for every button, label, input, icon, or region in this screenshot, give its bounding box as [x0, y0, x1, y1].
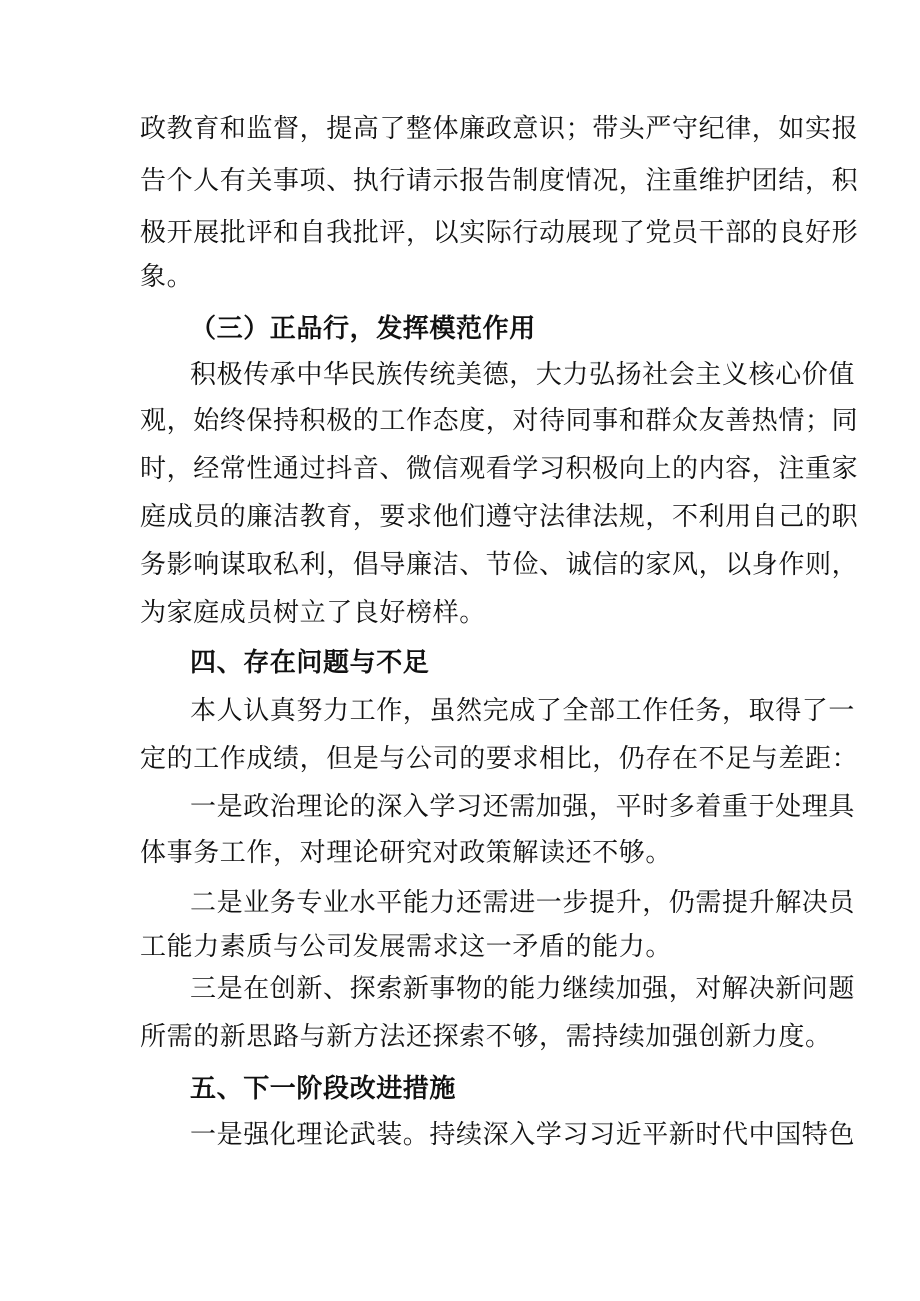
paragraph-5-line-1: 二是业务专业水平能力还需进一步提升，仍需提升解决员 [190, 888, 856, 918]
paragraph-2-line-6: 为家庭成员树立了良好榜样。 [140, 598, 486, 628]
paragraph-2-line-3: 时，经常性通过抖音、微信观看学习积极向上的内容，注重家 [140, 454, 859, 484]
paragraph-3-line-2: 定的工作成绩，但是与公司的要求相比，仍存在不足与差距： [140, 744, 859, 774]
paragraph-3-line-1: 本人认真努力工作，虽然完成了全部工作任务，取得了一 [190, 696, 856, 726]
paragraph-4-line-1: 一是政治理论的深入学习还需加强，平时多着重于处理具 [190, 792, 856, 822]
section-heading-4: 四、存在问题与不足 [190, 648, 430, 678]
paragraph-5-line-2: 工能力素质与公司发展需求这一矛盾的能力。 [140, 932, 673, 962]
section-heading-3: （三）正品行，发挥模范作用 [190, 314, 536, 344]
paragraph-1-line-3: 极开展批评和自我批评，以实际行动展现了党员干部的良好形 [140, 218, 859, 248]
paragraph-1-line-2: 告个人有关事项、执行请示报告制度情况，注重维护团结，积 [140, 166, 859, 196]
paragraph-2-line-1: 积极传承中华民族传统美德，大力弘扬社会主义核心价值 [190, 360, 856, 390]
paragraph-1-line-4: 象。 [140, 262, 194, 292]
section-heading-5: 五、下一阶段改进措施 [190, 1074, 457, 1104]
paragraph-6-line-2: 所需的新思路与新方法还探索不够，需持续加强创新力度。 [140, 1022, 832, 1052]
paragraph-7-line-1: 一是强化理论武装。持续深入学习习近平新时代中国特色 [190, 1120, 856, 1150]
paragraph-1-line-1: 政教育和监督，提高了整体廉政意识；带头严守纪律，如实报 [140, 114, 859, 144]
paragraph-2-line-4: 庭成员的廉洁教育，要求他们遵守法律法规，不利用自己的职 [140, 502, 859, 532]
paragraph-6-line-1: 三是在创新、探索新事物的能力继续加强，对解决新问题 [190, 974, 856, 1004]
paragraph-4-line-2: 体事务工作，对理论研究对政策解读还不够。 [140, 838, 673, 868]
paragraph-2-line-2: 观，始终保持积极的工作态度，对待同事和群众友善热情；同 [140, 406, 859, 436]
paragraph-2-line-5: 务影响谋取私利，倡导廉洁、节俭、诚信的家风，以身作则， [140, 550, 859, 580]
